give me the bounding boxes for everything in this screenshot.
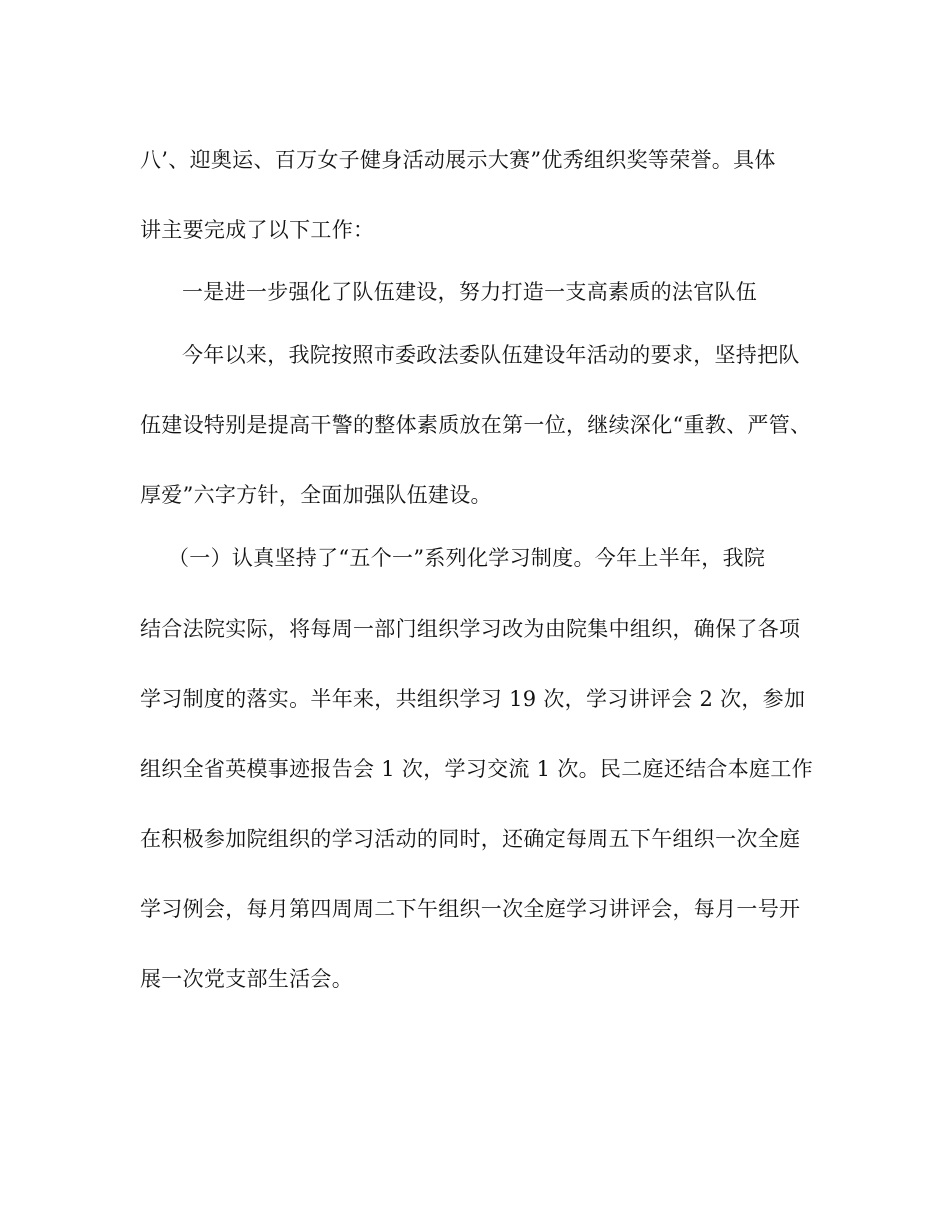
paragraph-line: 结合法院实际，将每周一部门组织学习改为由院集中组织，确保了各项 <box>140 617 801 641</box>
paragraph-line: 厚爱”六字方针，全面加强队伍建设。 <box>140 483 492 507</box>
subsection-line: （一）认真坚持了“五个一”系列化学习制度。今年上半年，我院 <box>168 546 766 570</box>
paragraph-line: 今年以来，我院按照市委政法委队伍建设年活动的要求，坚持把队 <box>182 343 800 367</box>
paragraph-line: 伍建设特别是提高干警的整体素质放在第一位，继续深化“重教、严管、 <box>140 413 812 437</box>
paragraph-line: 组织全省英模事迹报告会 1 次，学习交流 1 次。民二庭还结合本庭工作 <box>140 757 813 781</box>
paragraph-line: 学习例会，每月第四周周二下午组织一次全庭学习讲评会，每月一号开 <box>140 897 801 921</box>
paragraph-line: 八’、迎奥运、百万女子健身活动展示大赛”优秀组织奖等荣誉。具体 <box>140 148 776 172</box>
paragraph-line: 讲主要完成了以下工作： <box>140 218 375 242</box>
paragraph-line: 学习制度的落实。半年来，共组织学习 19 次，学习讲评会 2 次，参加 <box>140 687 806 711</box>
paragraph-line: 在积极参加院组织的学习活动的同时，还确定每周五下午组织一次全庭 <box>140 827 801 851</box>
section-heading: 一是进一步强化了队伍建设，努力打造一支高素质的法官队伍 <box>182 280 758 304</box>
paragraph-line: 展一次党支部生活会。 <box>140 967 353 991</box>
